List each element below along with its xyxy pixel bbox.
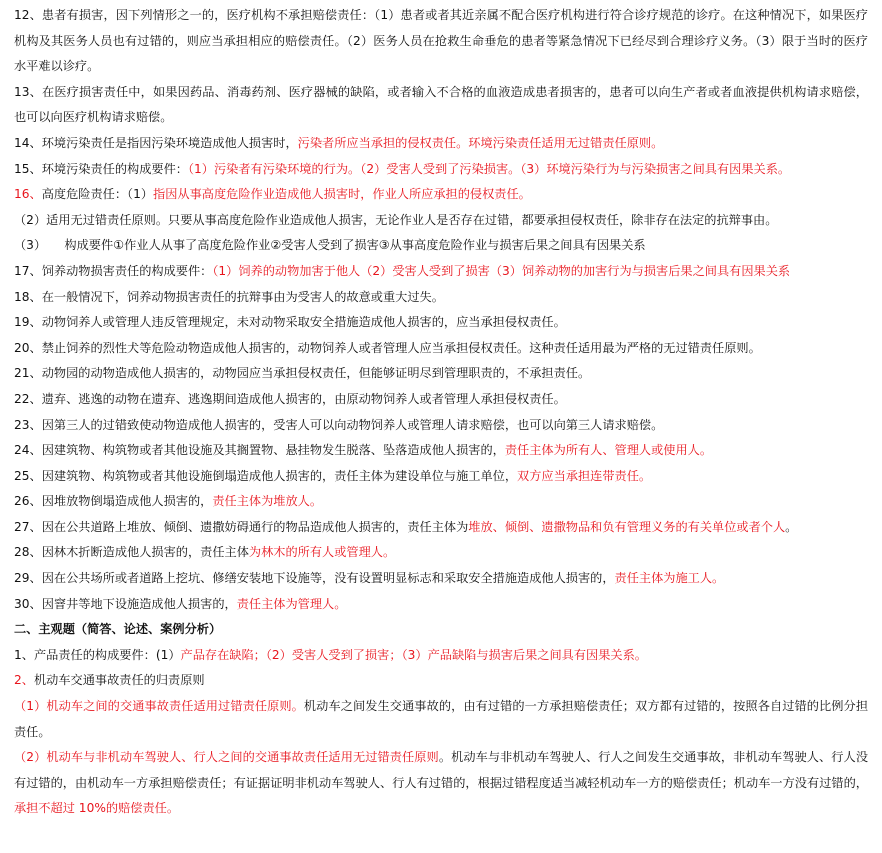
paragraph (14, 464, 868, 490)
paragraph (14, 438, 868, 464)
paragraph (14, 592, 868, 618)
paragraph (14, 387, 868, 413)
paragraph (14, 131, 868, 157)
paragraph (14, 208, 868, 234)
paragraph (14, 259, 868, 285)
paragraph (14, 413, 868, 439)
body-text: 19、动物饲养人或管理人违反管理规定，未对动物采取安全措施造成他人损害的，应当承担侵权责任。 (14, 315, 566, 330)
body-text: 。 (785, 519, 798, 534)
body-text: 15、环境污染责任的构成要件： (14, 161, 188, 176)
body-text: （3） 构成要件①作业人从事了高度危险作业②受害人受到了损害③从事高度危险作业与损害后果之间具有因果关系 (14, 238, 646, 253)
highlighted-text: （1）饲养的动物加害于他人（2）受害人受到了损害（3）饲养动物的加害行为与损害后果之间具有因果关系 (212, 263, 791, 278)
body-text: 25、因建筑物、构筑物或者其他设施倒塌造成他人损害的，责任主体为建设单位与施工单位， (14, 468, 518, 483)
paragraph (14, 489, 868, 515)
paragraph (14, 668, 868, 694)
highlighted-text: 2、 (14, 673, 34, 688)
highlighted-text: 责任主体为管理人。 (236, 596, 347, 611)
highlighted-text: 污染者所应当承担的侵权责任。环境污染责任适用无过错责任原则。 (297, 135, 664, 150)
paragraph (14, 3, 868, 80)
paragraph (14, 310, 868, 336)
body-text: 27、因在公共道路上堆放、倾倒、遗撒妨碍通行的物品造成他人损害的，责任主体为 (14, 519, 469, 534)
paragraph (14, 182, 868, 208)
paragraph (14, 643, 868, 669)
body-text: 17、饲养动物损害责任的构成要件： (14, 263, 213, 278)
paragraph (14, 745, 868, 822)
highlighted-text: 承担不超过 10%的赔偿责任。 (14, 801, 180, 816)
paragraph (14, 566, 868, 592)
highlighted-text: 责任主体为堆放人。 (212, 494, 323, 509)
paragraph (14, 285, 868, 311)
body-text: 29、因在公共场所或者道路上挖坑、修缮安装地下设施等，没有设置明显标志和采取安全措施造成他人损害的， (14, 571, 615, 586)
highlighted-text: 16、 (14, 187, 42, 202)
body-text: 18、在一般情况下，饲养动物损害责任的抗辩事由为受害人的故意或重大过失。 (14, 289, 444, 304)
body-text: 28、因林木折断造成他人损害的，责任主体 (14, 545, 249, 560)
body-text: 26、因堆放物倒塌造成他人损害的， (14, 494, 213, 509)
body-text: 高度危险责任：（1） (41, 187, 154, 202)
body-text: 23、因第三人的过错致使动物造成他人损害的，受害人可以向动物饲养人或管理人请求赔偿，也可以向第三人请求赔偿。 (14, 417, 664, 432)
body-text: 。机动车与非机动车驾驶人、行人之间发生交通事故，非机动车驾驶人、行人没有过错的，由机动车一方承担赔偿责任；有证据证明非机动车驾驶人、行人有过错的，根据过错程度适当减轻机动车一方的赔偿责任；机动车一方没有过错的， (14, 750, 869, 790)
highlighted-text: （1）污染者有污染环境的行为。（2）受害人受到了污染损害。（3）环境污染行为与污染损害之间具有因果关系。 (187, 161, 791, 176)
paragraph (14, 694, 868, 745)
highlighted-text: 堆放、倾倒、遗撒物品和负有管理义务的有关单位或者个人 (468, 519, 786, 534)
body-text: 1、产品责任的构成要件：(1） (14, 647, 181, 662)
body-text: 30、因窨井等地下设施造成他人损害的， (14, 596, 237, 611)
highlighted-text: （2）机动车与非机动车驾驶人、行人之间的交通事故责任适用无过错责任原则 (14, 750, 439, 765)
body-text: 22、遗弃、逃逸的动物在遗弃、逃逸期间造成他人损害的，由原动物饲养人或者管理人承担侵权责任。 (14, 391, 566, 406)
body-text: 12、患者有损害，因下列情形之一的，医疗机构不承担赔偿责任：（1）患者或者其近亲属不配合医疗机构进行符合诊疗规范的诊疗。在这种情况下，如果医疗机构及其医务人员也有过错的，则应当承担相应的赔偿责任。（2）医务人员在抢救生命垂危的患者等紧急情况下已经尽到合理诊疗义务。（3）限于当时的医疗水平难以诊疗。 (14, 8, 868, 74)
highlighted-text: 责任主体为施工人。 (614, 571, 725, 586)
body-text: （2）适用无过错责任原则。只要从事高度危险作业造成他人损害，无论作业人是否存在过错，都要承担侵权责任，除非存在法定的抗辩事由。 (14, 212, 778, 227)
paragraph (14, 617, 868, 643)
highlighted-text: 为林木的所有人或管理人。 (248, 545, 396, 560)
paragraph (14, 157, 868, 183)
body-text: 20、禁止饲养的烈性犬等危险动物造成他人损害的，动物饲养人或者管理人应当承担侵权责任。这种责任适用最为严格的无过错责任原则。 (14, 340, 761, 355)
paragraph (14, 361, 868, 387)
highlighted-text: 责任主体为所有人、管理人或使用人。 (504, 443, 713, 458)
body-text: 机动车交通事故责任的归责原则 (33, 673, 205, 688)
paragraph (14, 336, 868, 362)
body-text: 21、动物园的动物造成他人损害的，动物园应当承担侵权责任，但能够证明尽到管理职责的，不承担责任。 (14, 366, 591, 381)
document-body (14, 3, 868, 822)
highlighted-text: 双方应当承担连带责任。 (517, 468, 652, 483)
paragraph (14, 80, 868, 131)
section-heading: 二、主观题（简答、论述、案例分析） (14, 622, 222, 637)
paragraph (14, 540, 868, 566)
body-text: 机动车之间发生交通事故的，由有过错的一方承担赔偿责任；双方都有过错的，按照各自过错的比例分担责任。 (14, 699, 869, 739)
body-text: 13、在医疗损害责任中，如果因药品、消毒药剂、医疗器械的缺陷，或者输入不合格的血液造成患者损害的，患者可以向生产者或者血液提供机构请求赔偿，也可以向医疗机构请求赔偿。 (14, 84, 868, 125)
highlighted-text: 指因从事高度危险作业造成他人损害时，作业人所应承担的侵权责任。 (153, 187, 531, 202)
highlighted-text: 产品存在缺陷；（2）受害人受到了损害；（3）产品缺陷与损害后果之间具有因果关系。 (180, 647, 647, 662)
paragraph (14, 515, 868, 541)
body-text: 14、环境污染责任是指因污染环境造成他人损害时， (14, 135, 298, 150)
body-text: 24、因建筑物、构筑物或者其他设施及其搁置物、悬挂物发生脱落、坠落造成他人损害的， (14, 443, 505, 458)
paragraph (14, 233, 868, 259)
highlighted-text: （1）机动车之间的交通事故责任适用过错责任原则。 (14, 699, 304, 714)
